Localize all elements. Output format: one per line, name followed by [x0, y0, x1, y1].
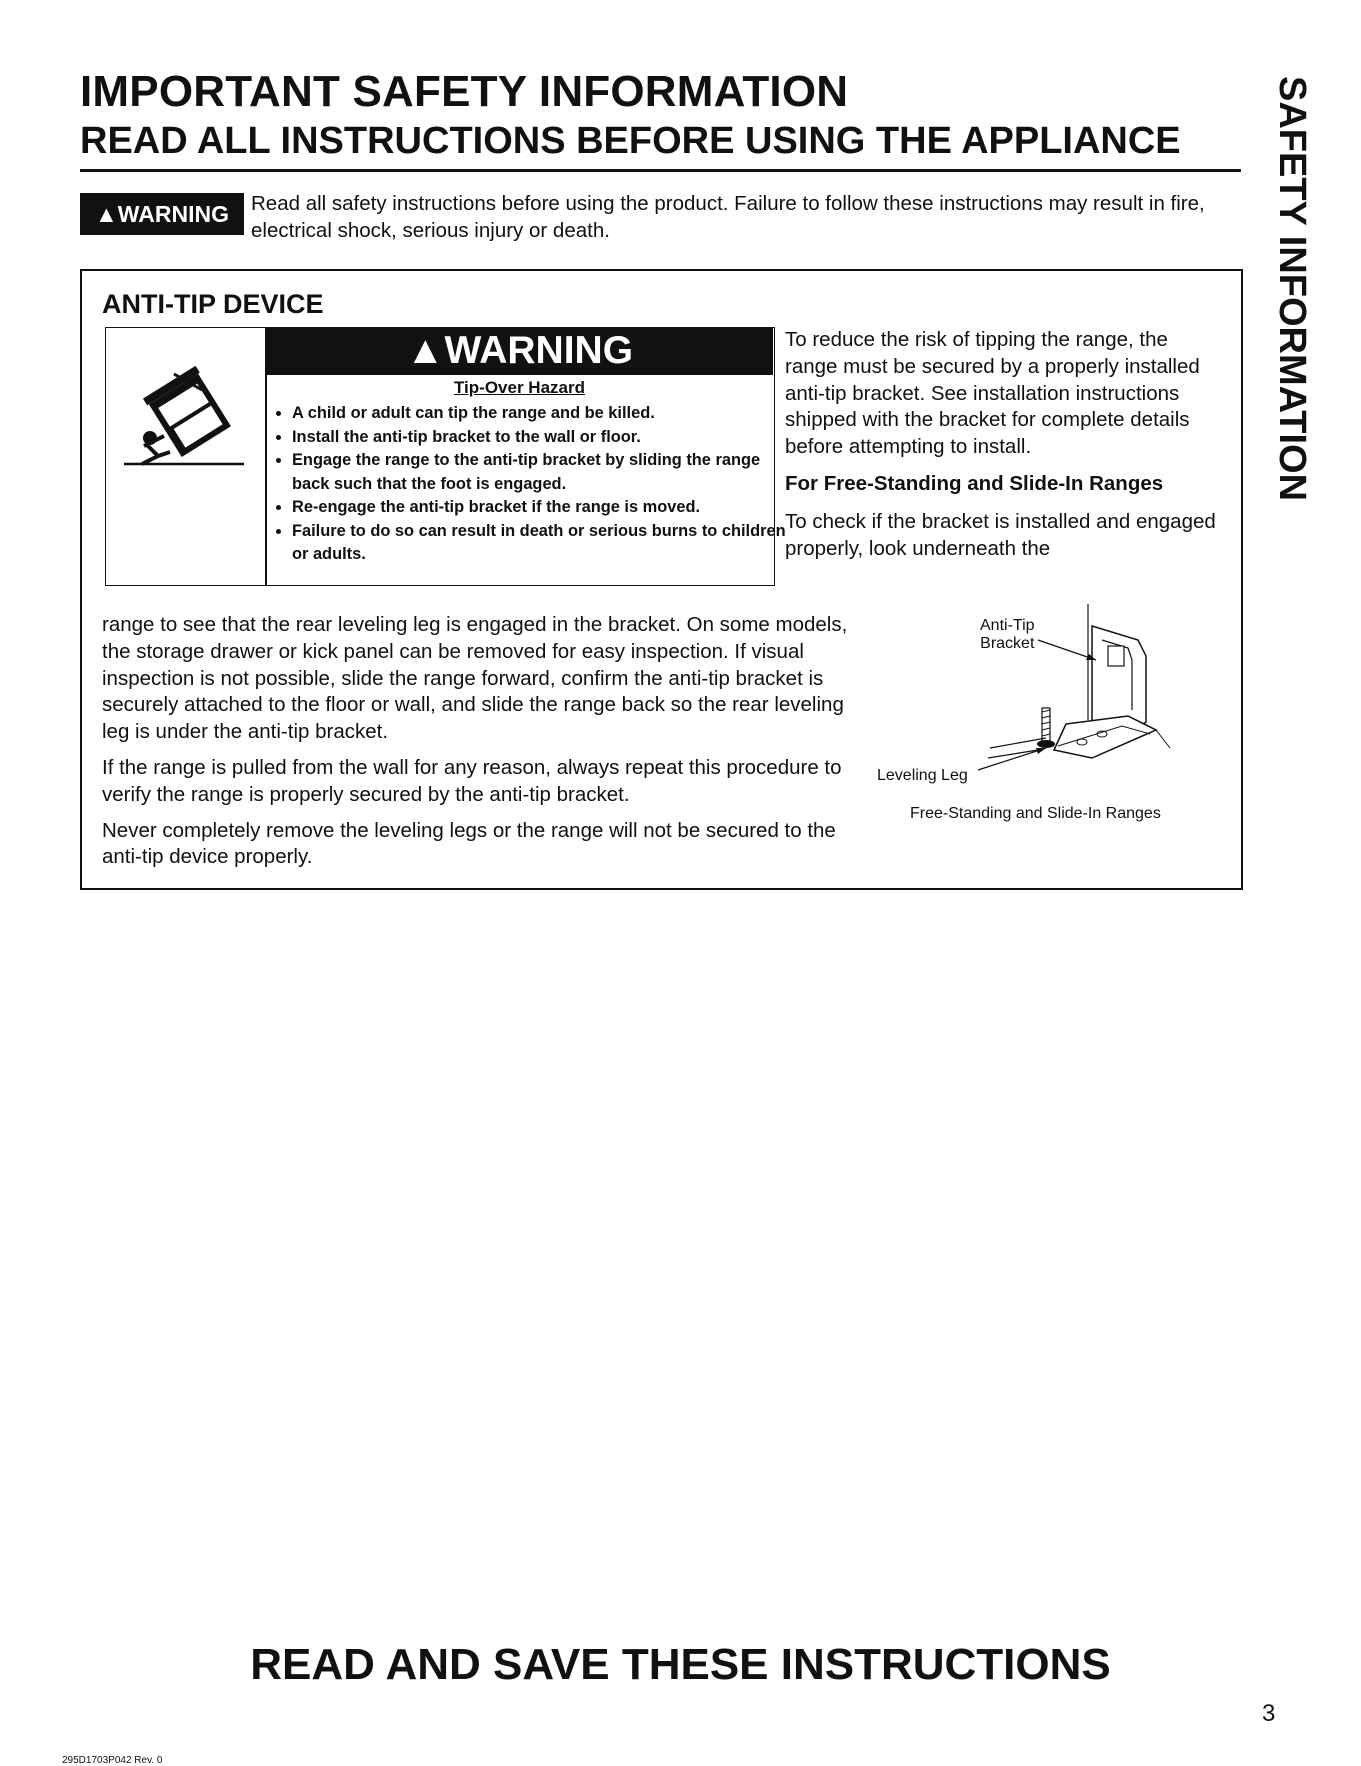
page-subtitle: READ ALL INSTRUCTIONS BEFORE USING THE APPLIANCE: [80, 120, 1181, 162]
bracket-label: [980, 617, 1035, 653]
figure-caption: Free-Standing and Slide-In Ranges: [910, 805, 1161, 822]
tipping-range-icon: [124, 366, 244, 476]
warning-bullet: • Re-engage the anti-tip bracket if the range is moved.: [292, 496, 787, 520]
warning-bullet: • Failure to do so can result in death or serious burns to children or adults.: [292, 520, 787, 567]
warning-bullet: • A child or adult can tip the range and be killed.: [292, 402, 787, 426]
bracket-label-line: Anti-Tip: [980, 617, 1035, 634]
side-tab-label: SAFETY INFORMATION: [1271, 76, 1313, 502]
section-title: ANTI-TIP DEVICE: [102, 289, 324, 319]
right-paragraph-2: To check if the bracket is installed and engaged properly, look underneath the: [785, 509, 1216, 560]
body-text: [102, 612, 862, 880]
page-number: 3: [1262, 1700, 1276, 1727]
bracket-label-line: Bracket: [980, 635, 1035, 652]
right-paragraph: To reduce the risk of tipping the range, the range must be secured by a properly installed anti-tip bracket. See installation instructions shipped with the bracket for complete details before attempting to install.: [785, 328, 1200, 459]
document-code: 295D1703P042 Rev. 0: [62, 1755, 163, 1766]
ranges-subheading: For Free-Standing and Slide-In Ranges: [785, 471, 1164, 495]
warning-bullet: • Install the anti-tip bracket to the wall or floor.: [292, 426, 787, 450]
right-column: [785, 327, 1225, 562]
header-rule: [80, 169, 1241, 172]
page-title: IMPORTANT SAFETY INFORMATION: [80, 67, 849, 116]
body-paragraph: Never completely remove the leveling legs or the range will not be secured to the anti-tip device properly.: [102, 818, 836, 869]
warning-bullets: [274, 402, 787, 567]
body-paragraph: If the range is pulled from the wall for any reason, always repeat this procedure to verify the range is properly secured by the anti-tip bracket.: [102, 755, 842, 806]
leveling-leg-label: Leveling Leg: [877, 767, 968, 784]
anti-tip-bracket-figure: [870, 600, 1220, 830]
footer-title: READ AND SAVE THESE INSTRUCTIONS: [250, 1640, 1111, 1689]
warning-bullet: • Engage the range to the anti-tip bracket by sliding the range back such that the foot is engaged.: [292, 449, 787, 496]
body-paragraph: range to see that the rear leveling leg is engaged in the bracket. On some models, the storage drawer or kick panel can be removed for easy inspection. If visual inspection is not possible, slide the range forward, confirm the anti-tip bracket is securely attached to the floor or wall, and slide the range back so the rear leveling leg is under the anti-tip bracket.: [102, 613, 848, 744]
warning-intro-text: Read all safety instructions before using the product. Failure to follow these instructions may result in fire, electrical shock, serious injury or death.: [251, 192, 1205, 242]
warning-badge: ▲WARNING: [80, 193, 244, 235]
hazard-title: Tip-Over Hazard: [453, 378, 585, 397]
warning-banner: ▲WARNING: [266, 327, 773, 375]
